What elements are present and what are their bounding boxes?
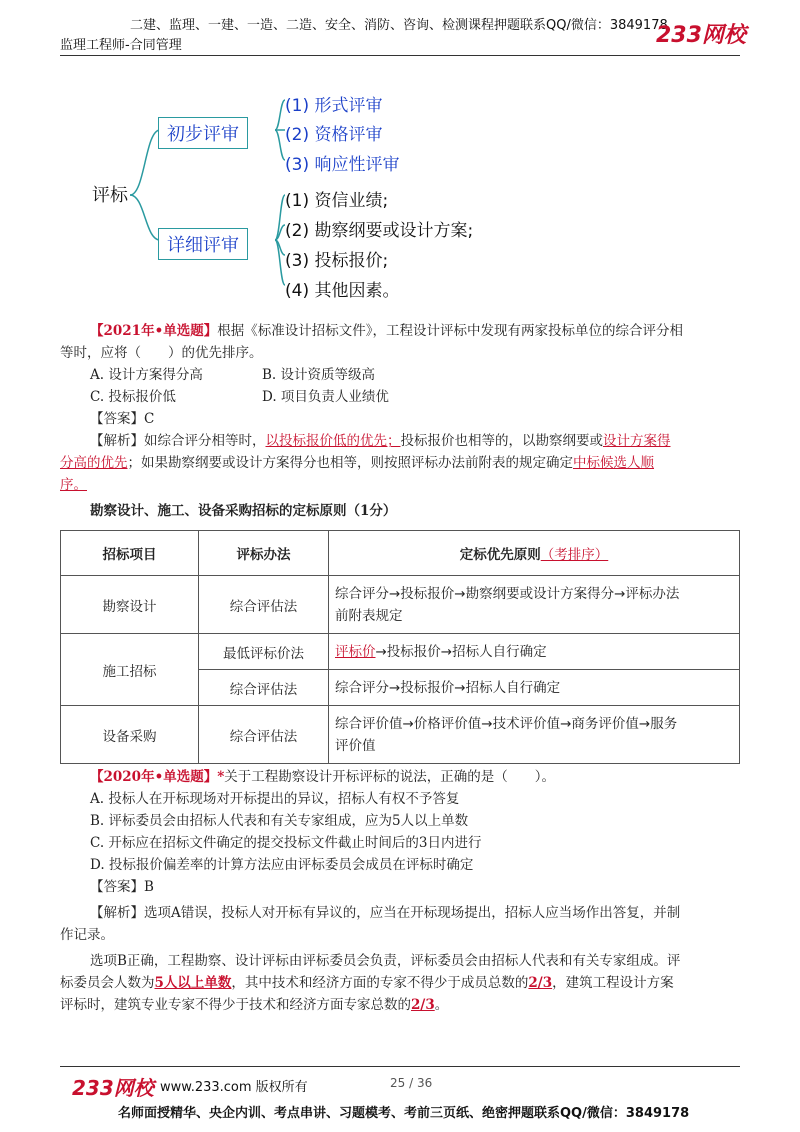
footer-contact: 名师面授精华、央企内训、考点串讲、习题模考、考前三页纸、绝密押题联系QQ/微信：3849178 [118,1106,690,1121]
award-rules-table [60,530,740,764]
mindmap-item: (2) 勘察纲要或设计方案; [285,221,474,241]
table-row [61,706,740,764]
header-subject: 监理工程师-合同管理 [60,38,182,53]
q1-stem-line2: 等时，应将（ ）的优先排序。 [60,345,263,361]
cell-project: 设备采购 [61,706,199,764]
table-row [61,634,740,670]
cell-method: 综合评估法 [199,670,329,706]
mindmap-root: 评标 [92,185,128,206]
col-header-project: 招标项目 [61,531,199,576]
q1-answer: 【答案】C [90,411,155,427]
q1-explanation-line2: 分高的优先；如果勘察纲要或设计方案得分也相等，则按照评标办法前附表的规定确定中标候选人顺 [60,455,654,471]
q2-explanation-line5: 评标时，建筑专业专家不得少于技术和经济方面专家总数的2/3。 [60,997,449,1013]
mindmap-item: (4) 其他因素。 [285,281,400,301]
mindmap-item: (1) 形式评审 [285,96,383,116]
q1-explanation-line3: 序。 [60,477,87,493]
mindmap-item: (1) 资信业绩; [285,191,389,211]
mindmap-branch-initial: 初步评审 [158,117,248,149]
q2-explanation-line2: 作记录。 [60,927,114,943]
cell-project: 勘察设计 [61,576,199,634]
cell-project: 施工招标 [61,634,199,706]
cell-principle: 综合评分→投标报价→招标人自行确定 [329,670,740,706]
cell-principle: 综合评分→投标报价→勘察纲要或设计方案得分→评标办法 前附表规定 [329,576,740,634]
cell-method: 最低评标价法 [199,634,329,670]
mindmap-item: (3) 投标报价; [285,251,389,271]
mindmap-item: (2) 资格评审 [285,125,383,145]
table-row [61,576,740,634]
q2-option-b: B. 评标委员会由招标人代表和有关专家组成，应为5人以上单数 [90,813,469,829]
header-divider [60,55,740,56]
q2-option-a: A. 投标人在开标现场对开标提出的异议，招标人有权不予答复 [90,791,460,807]
q1-stem-line1: 【2021年•单选题】根据《标准设计招标文件》，工程设计评标中发现有两家投标单位的综合评分相 [90,323,683,339]
q2-answer: 【答案】B [90,879,154,895]
q2-explanation-line4: 标委员会人数为5人以上单数，其中技术和经济方面的专家不得少于成员总数的2/3，建筑工程设计方案 [60,975,674,991]
header-contact: 二建、监理、一建、一造、二造、安全、消防、咨询、检测课程押题联系QQ/微信：3849178 [130,18,668,33]
page-number: 25 / 36 [390,1076,433,1090]
footer-logo: 233网校 [72,1076,154,1100]
cell-method: 综合评估法 [199,576,329,634]
q1-option-b: B. 设计资质等级高 [262,367,376,383]
cell-principle: 评标价→投标报价→招标人自行确定 [329,634,740,670]
col-header-method: 评标办法 [199,531,329,576]
footer-divider [60,1066,740,1067]
cell-method: 综合评估法 [199,706,329,764]
q1-option-a: A. 设计方案得分高 [90,367,203,383]
mindmap-branch-detailed: 详细评审 [158,228,248,260]
q1-option-d: D. 项目负责人业绩优 [262,389,389,405]
section-title: 勘察设计、施工、设备采购招标的定标原则（1分） [90,503,397,519]
table-header-row [61,531,740,576]
q2-explanation-line1: 【解析】选项A错误，投标人对开标有异议的，应当在开标现场提出，招标人应当场作出答复，并制 [90,905,681,921]
mindmap-item: (3) 响应性评审 [285,155,400,175]
q1-option-c: C. 投标报价低 [90,389,176,405]
col-header-principle: 定标优先原则（考排序） [329,531,740,576]
q1-explanation-line1: 【解析】如综合评分相等时，以投标报价低的优先；投标报价也相等的，以勘察纲要或设计方案得 [90,433,671,449]
cell-principle: 综合评价值→价格评价值→技术评价值→商务评价值→服务 评价值 [329,706,740,764]
q2-stem: 【2020年•单选题】*关于工程勘察设计开标评标的说法，正确的是（ ）。 [90,769,556,785]
footer-copyright: www.233.com 版权所有 [160,1080,308,1095]
q2-option-c: C. 开标应在招标文件确定的提交投标文件截止时间后的3日内进行 [90,835,482,851]
q2-option-d: D. 投标报价偏差率的计算方法应由评标委员会成员在评标时确定 [90,857,474,873]
q2-explanation-line3: 选项B正确，工程勘察、设计评标由评标委员会负责，评标委员会由招标人代表和有关专家组成。评 [90,953,681,969]
header-logo: 233网校 [656,23,746,48]
